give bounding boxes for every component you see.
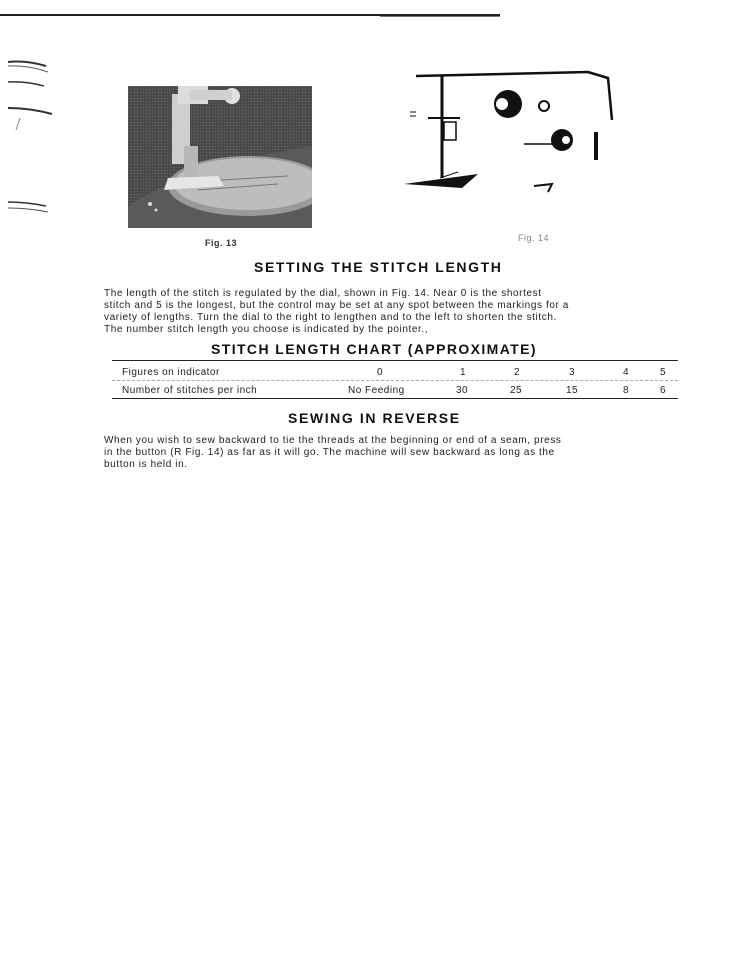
paragraph-line: The length of the stitch is regulated by the dial, shown in Fig. 14. Near 0 is the shortest bbox=[104, 288, 542, 299]
table-cell: 30 bbox=[456, 385, 469, 396]
table-cell: 4 bbox=[623, 367, 630, 378]
table-cell: 1 bbox=[460, 367, 467, 378]
paragraph-line: button is held in. bbox=[104, 459, 188, 470]
paragraph-line: stitch and 5 is the longest, but the control may be set at any spot between the markings for a bbox=[104, 300, 569, 311]
row-label-stitches-per-inch: Number of stitches per inch bbox=[122, 385, 258, 396]
row-label-figures: Figures on indicator bbox=[122, 367, 220, 378]
paragraph-line: The number stitch length you choose is indicated by the pointer., bbox=[104, 324, 429, 335]
table-cell: 3 bbox=[569, 367, 576, 378]
table-cell: 15 bbox=[566, 385, 579, 396]
fig13-caption: Fig. 13 bbox=[205, 238, 238, 248]
paragraph-line: When you wish to sew backward to tie the threads at the beginning or end of a seam, press bbox=[104, 435, 562, 446]
stitch-length-chart-heading: STITCH LENGTH CHART (APPROXIMATE) bbox=[211, 341, 537, 357]
fig14-machine-diagram bbox=[398, 60, 626, 196]
table-cell: 2 bbox=[514, 367, 521, 378]
sewing-reverse-paragraph bbox=[104, 432, 684, 471]
stitch-length-chart-table bbox=[112, 360, 678, 400]
table-rule-mid bbox=[112, 380, 678, 381]
table-cell: 0 bbox=[377, 367, 384, 378]
stitch-length-paragraph bbox=[104, 285, 684, 337]
paragraph-line: variety of lengths. Turn the dial to the right to lengthen and to the left to shorten the stitch. bbox=[104, 312, 557, 323]
table-cell: 6 bbox=[660, 385, 667, 396]
table-cell: 8 bbox=[623, 385, 630, 396]
table-cell: No Feeding bbox=[348, 385, 405, 396]
table-cell: 5 bbox=[660, 367, 667, 378]
table-cell: 25 bbox=[510, 385, 523, 396]
margin-marks bbox=[6, 56, 56, 226]
table-rule-top bbox=[112, 360, 678, 361]
fig13-presser-foot-image bbox=[128, 86, 312, 228]
sewing-in-reverse-heading: SEWING IN REVERSE bbox=[288, 410, 461, 426]
table-rule-bottom bbox=[112, 398, 678, 399]
setting-stitch-length-heading: SETTING THE STITCH LENGTH bbox=[254, 259, 503, 275]
fig14-caption: Fig. 14 bbox=[518, 233, 550, 243]
top-rule-fade bbox=[380, 16, 500, 17]
paragraph-line: in the button (R Fig. 14) as far as it will go. The machine will sew backward as long as the bbox=[104, 447, 555, 458]
